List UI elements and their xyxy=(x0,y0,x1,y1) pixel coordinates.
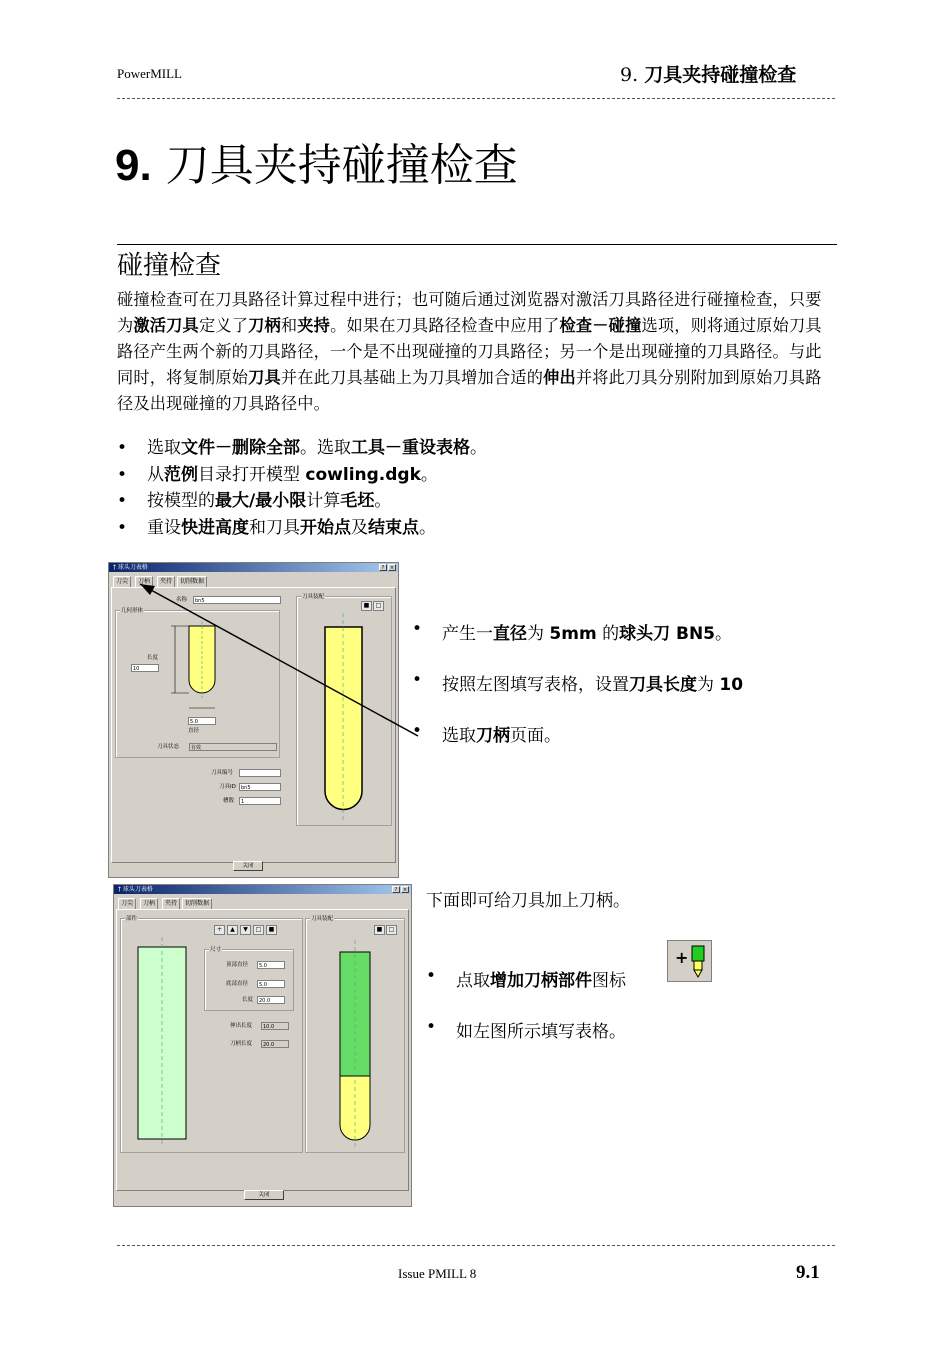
tab-cutting-data[interactable]: 切削数据 xyxy=(182,898,212,909)
tab-tip[interactable]: 刀尖 xyxy=(113,576,131,588)
tool-state-label: 刀具状态 xyxy=(157,744,180,750)
close-icon[interactable]: × xyxy=(389,565,395,571)
part-length-label: 长度 xyxy=(242,997,254,1003)
help-button[interactable]: ? xyxy=(392,886,400,893)
ball-tool-dialog-holder xyxy=(113,884,412,1207)
close-button[interactable]: 关闭 xyxy=(244,1190,284,1200)
dialog-titlebar: † 球头刀表格 xyxy=(109,563,398,572)
dialog-titlebar: † 球头刀表格 xyxy=(114,885,411,894)
page-number: 9.1 xyxy=(796,1262,820,1283)
view-icon[interactable]: □ xyxy=(386,925,397,935)
diameter-input[interactable]: 5.0 xyxy=(188,717,216,725)
name-input[interactable]: bn5 xyxy=(193,596,281,604)
diameter-label: 直径 xyxy=(188,728,200,734)
flutes-input[interactable]: 1 xyxy=(239,797,281,805)
add-holder-part-icon[interactable]: + xyxy=(214,925,225,935)
header-divider xyxy=(117,98,835,99)
open-icon[interactable]: □ xyxy=(253,925,264,935)
list-item: • 从范例目录打开模型 cowling.dgk。 xyxy=(117,462,487,489)
zoom-icon[interactable]: ■ xyxy=(361,601,372,611)
close-icon[interactable]: × xyxy=(402,887,408,893)
list-item: • 重设快进高度和刀具开始点及结束点。 xyxy=(117,515,487,542)
extension-length-label: 伸出长度 xyxy=(230,1023,253,1029)
bottom-diameter-input[interactable]: 5.0 xyxy=(257,980,285,988)
tab-holder[interactable]: 刀柄 xyxy=(135,576,153,587)
list-item: • 按照左图填写表格，设置刀具长度为 10 xyxy=(412,670,743,695)
insert-part-icon[interactable]: ▲ xyxy=(227,925,238,935)
flutes-label: 槽数 xyxy=(223,798,235,804)
section-title: 碰撞检查 xyxy=(117,251,222,281)
tab-cutting-data[interactable]: 切削数据 xyxy=(177,576,207,587)
tool-number-label: 刀具编号 xyxy=(211,770,234,776)
holder-length-label: 刀柄长度 xyxy=(230,1041,253,1047)
intro-paragraph: 碰撞检查可在刀具路径计算过程中进行；也可随后通过浏览器对激活刀具路径进行碰撞检查，只要为激活刀具定义了刀柄和夹持。如果在刀具路径检查中应用了检查－碰撞选项，则将通过原始刀具路径产生两个新的刀具路径，一个是不出现碰撞的刀具路径；另一个是出现碰撞的刀具路径。与此同时，将复制原始刀具并在此刀具基础上为刀具增加合适的伸出并将此刀具分别附加到原始刀具路径及出现碰撞的刀具路径中。 xyxy=(117,290,822,413)
holder-intro: 下面即可给刀具加上刀柄。 xyxy=(426,891,630,911)
tab-tip[interactable]: 刀尖 xyxy=(118,898,136,909)
tab-clamp[interactable]: 夹持 xyxy=(157,576,175,587)
list-item: • 按模型的最大/最小限计算毛坯。 xyxy=(117,488,487,515)
list-item: • 如左图所示填写表格。 xyxy=(426,1017,626,1042)
tab-clamp[interactable]: 夹持 xyxy=(162,898,180,909)
assembly-group: 刀具装配 xyxy=(296,596,392,826)
assembly-group: 刀具装配 xyxy=(305,918,405,1153)
view-icon[interactable]: □ xyxy=(373,601,384,611)
tab-holder[interactable]: 刀柄 xyxy=(140,898,158,910)
list-item: • 点取增加刀柄部件图标 xyxy=(426,966,626,991)
tool-id-label: 刀具ID xyxy=(219,784,236,790)
header-chapter: 9. 刀具夹持碰撞检查 xyxy=(620,64,797,86)
holder-preview-drawing xyxy=(114,885,411,1206)
svg-text:+: + xyxy=(675,948,689,967)
save-icon[interactable]: ■ xyxy=(266,925,277,935)
step-list xyxy=(117,435,487,541)
parts-group: 部件 xyxy=(120,918,303,1153)
section-rule xyxy=(117,244,837,245)
chapter-title: 9. 刀具夹持碰撞检查 xyxy=(115,140,518,191)
top-diameter-label: 顶部直径 xyxy=(226,962,249,968)
tool-id-input[interactable]: bn5 xyxy=(239,783,281,791)
length-input[interactable]: 10 xyxy=(131,664,159,672)
extension-length-value: 10.0 xyxy=(261,1022,289,1030)
header-product: PowerMILL xyxy=(117,66,182,81)
geometry-group: 几何形体 xyxy=(115,610,280,758)
list-item: • 选取文件－删除全部。选取工具－重设表格。 xyxy=(117,435,487,462)
delete-part-icon[interactable]: ▼ xyxy=(240,925,251,935)
zoom-icon[interactable]: ■ xyxy=(374,925,385,935)
pointer-arrow xyxy=(100,570,430,750)
close-button[interactable]: 关闭 xyxy=(233,861,263,871)
add-holder-part-icon xyxy=(667,940,712,982)
footer-issue: Issue PMILL 8 xyxy=(398,1266,477,1281)
length-label: 长度 xyxy=(147,655,159,661)
holder-length-value: 20.0 xyxy=(261,1040,289,1048)
tool-state-value: 有效 xyxy=(189,743,277,751)
part-length-input[interactable]: 20.0 xyxy=(257,996,285,1004)
bottom-diameter-label: 底部直径 xyxy=(226,981,249,987)
footer-divider xyxy=(117,1245,835,1246)
list-item: • 产生一直径为 5mm 的球头刀 BN5。 xyxy=(412,619,732,644)
help-button[interactable]: ? xyxy=(379,564,387,571)
top-diameter-input[interactable]: 5.0 xyxy=(257,961,285,969)
list-item: • 选取刀柄页面。 xyxy=(412,721,561,746)
name-label: 名称 xyxy=(176,597,188,603)
size-group: 尺寸 xyxy=(204,949,294,1011)
